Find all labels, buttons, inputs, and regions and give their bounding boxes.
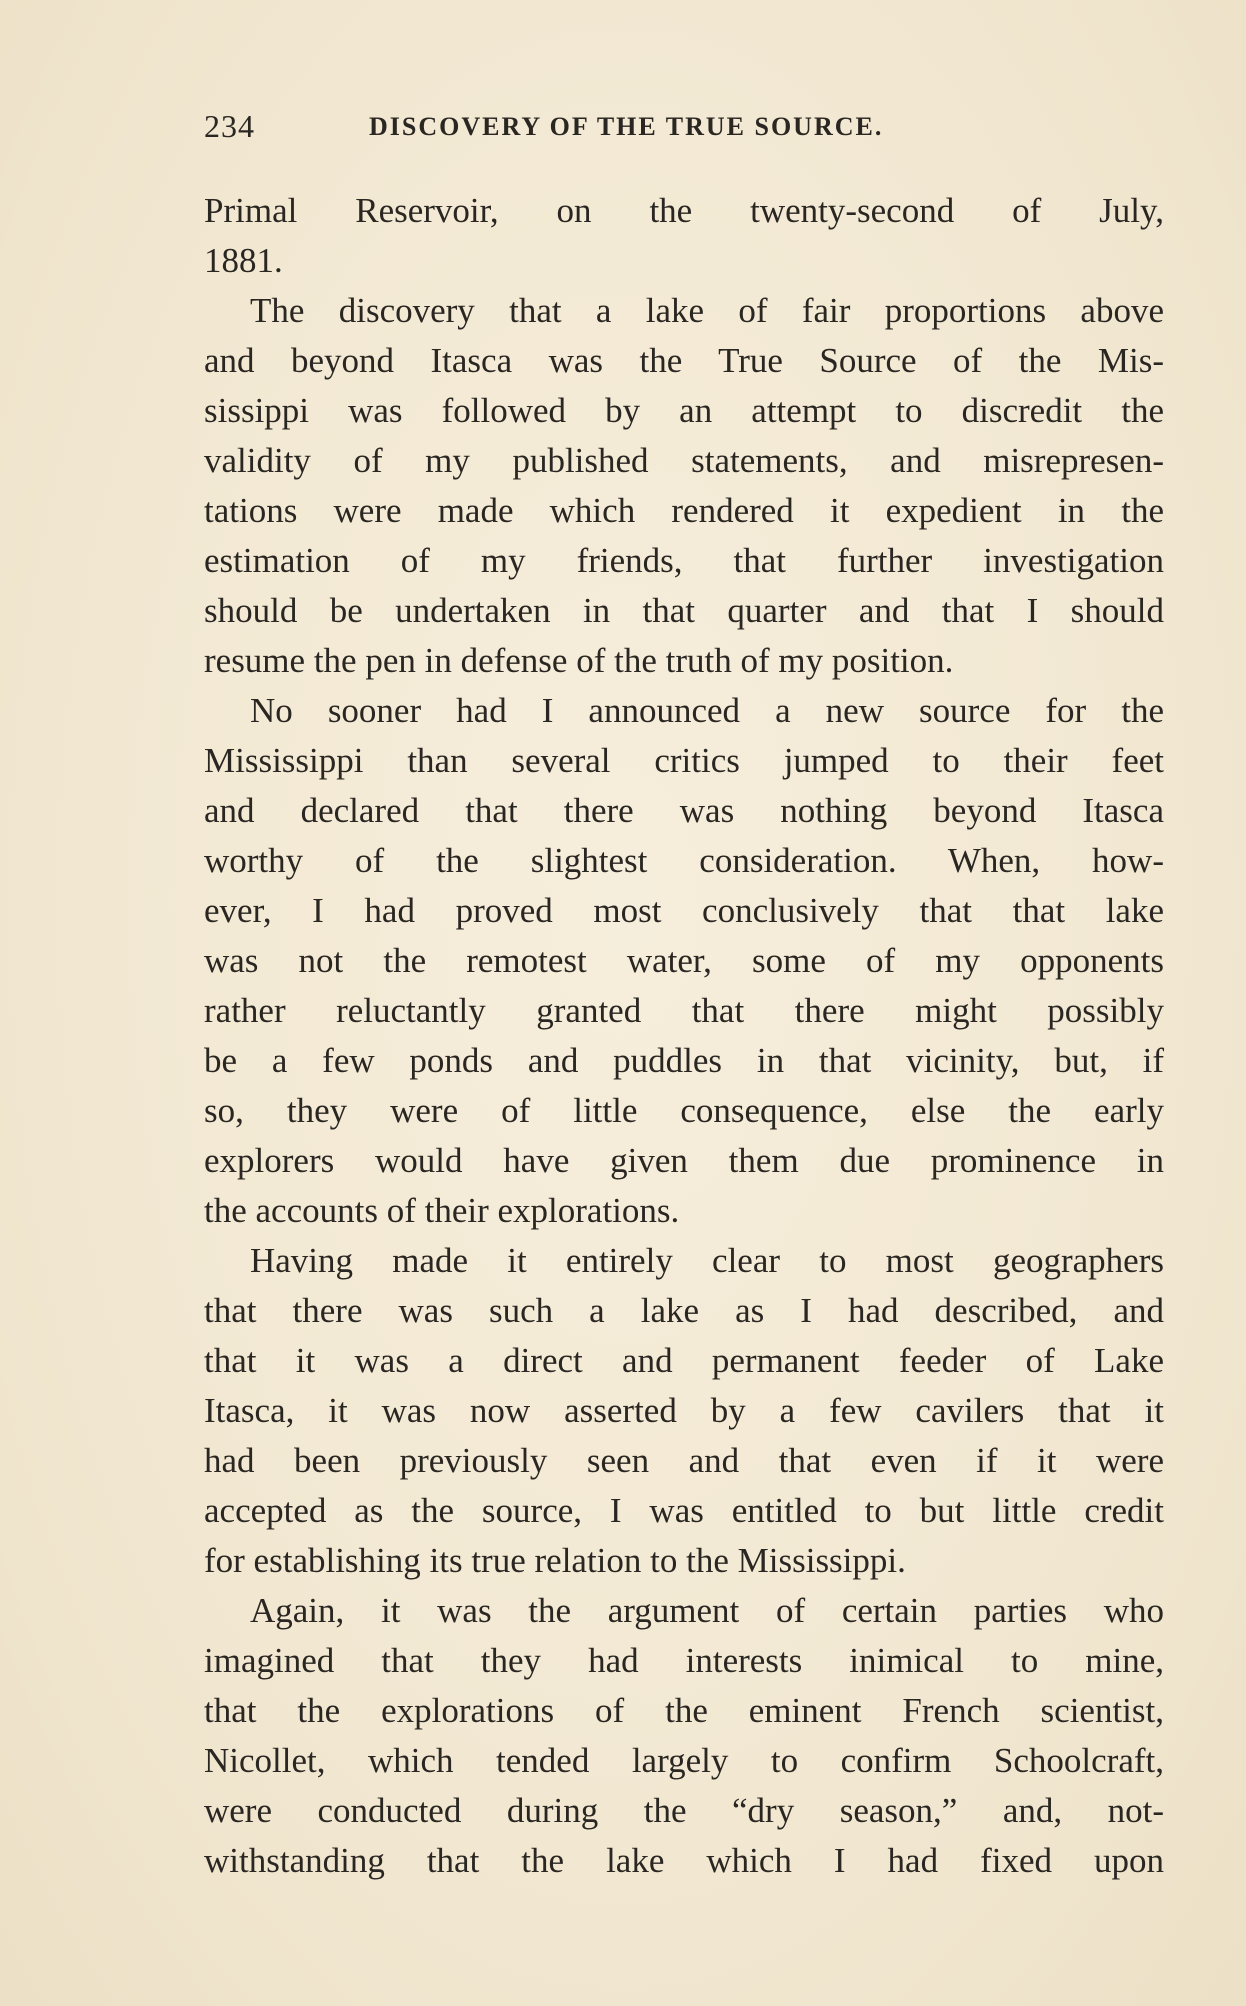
text-line: had been previously seen and that even if it were	[204, 1441, 1164, 1480]
text-line: Primal Reservoir, on the twenty-second of July,	[204, 191, 1164, 230]
text-line: so, they were of little consequence, else the early	[204, 1091, 1164, 1130]
text-line: worthy of the slightest consideration. When, how-	[204, 841, 1164, 880]
text-line: Nicollet, which tended largely to confirm Schoolcraft,	[204, 1741, 1164, 1780]
text-line: that there was such a lake as I had described, and	[204, 1291, 1164, 1330]
text-line: accepted as the source, I was entitled to but little credit	[204, 1491, 1164, 1530]
text-line: The discovery that a lake of fair proportions above	[250, 291, 1164, 330]
text-line: and declared that there was nothing beyond Itasca	[204, 791, 1164, 830]
text-line: sissippi was followed by an attempt to discredit the	[204, 391, 1164, 430]
text-line: explorers would have given them due prominence in	[204, 1141, 1164, 1180]
text-line: for establishing its true relation to the Mississippi.	[204, 1541, 906, 1580]
page-number: 234	[204, 108, 255, 144]
text-line: that it was a direct and permanent feeder of Lake	[204, 1341, 1164, 1380]
text-line: 1881.	[204, 241, 283, 280]
text-line: Having made it entirely clear to most geographers	[250, 1241, 1164, 1280]
text-line: Again, it was the argument of certain parties who	[250, 1591, 1164, 1630]
body-text	[204, 186, 1164, 1886]
text-line: estimation of my friends, that further investigation	[204, 541, 1164, 580]
text-line: No sooner had I announced a new source for the	[250, 691, 1164, 730]
text-line: Itasca, it was now asserted by a few cavilers that it	[204, 1391, 1164, 1430]
text-line: imagined that they had interests inimical to mine,	[204, 1641, 1164, 1680]
text-line: the accounts of their explorations.	[204, 1191, 680, 1230]
text-line: tations were made which rendered it expedient in the	[204, 491, 1164, 530]
text-line: rather reluctantly granted that there might possibly	[204, 991, 1164, 1030]
text-line: ever, I had proved most conclusively that that lake	[204, 891, 1164, 930]
text-line: be a few ponds and puddles in that vicinity, but, if	[204, 1041, 1164, 1080]
text-line: validity of my published statements, and misrepresen-	[204, 441, 1164, 480]
running-title: DISCOVERY OF THE TRUE SOURCE.	[369, 112, 884, 141]
text-line: resume the pen in defense of the truth of my position.	[204, 641, 954, 680]
text-line: was not the remotest water, some of my opponents	[204, 941, 1164, 980]
text-line: should be undertaken in that quarter and that I should	[204, 591, 1164, 630]
text-line: were conducted during the “dry season,” and, not-	[204, 1791, 1164, 1830]
text-line: Mississippi than several critics jumped to their feet	[204, 741, 1164, 780]
page-header	[204, 108, 1164, 156]
text-line: withstanding that the lake which I had fixed upon	[204, 1841, 1164, 1880]
text-line: that the explorations of the eminent French scientist,	[204, 1691, 1164, 1730]
text-line: and beyond Itasca was the True Source of the Mis-	[204, 341, 1164, 380]
